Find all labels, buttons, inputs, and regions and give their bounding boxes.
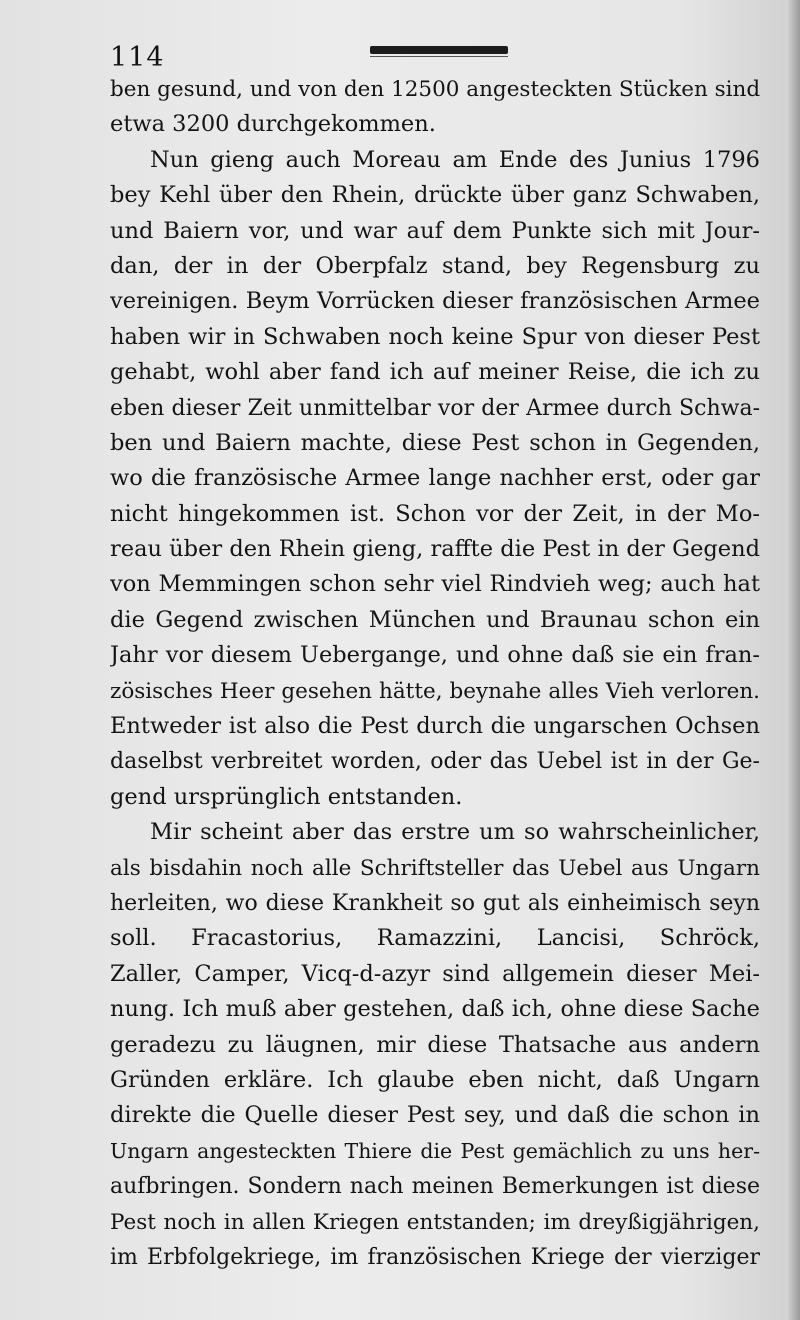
- text-line: bey Kehl über den Rhein, drückte über ganz Schwaben,: [110, 182, 760, 209]
- text-line: vereinigen. Beym Vorrücken dieser französischen Armee: [110, 288, 760, 315]
- text-line: und Baiern vor, und war auf dem Punkte sich mit Jour-: [110, 217, 760, 244]
- page-number: 114: [110, 42, 165, 73]
- text-line: Jahr vor diesem Uebergange, und ohne daß sie ein fran-: [110, 642, 760, 669]
- text-line: haben wir in Schwaben noch keine Spur von dieser Pest: [110, 323, 760, 350]
- text-line: geradezu zu läugnen, mir diese Thatsache aus andern: [110, 1031, 760, 1058]
- text-line: etwa 3200 durchgekommen.: [110, 111, 436, 138]
- text-line: dan, der in der Oberpfalz stand, bey Regensburg zu: [110, 252, 760, 279]
- text-line: Mir scheint aber das erstre um so wahrscheinlicher,: [150, 819, 760, 846]
- text-line: reau über den Rhein gieng, raffte die Pest in der Gegend: [110, 536, 760, 563]
- header-rule: [370, 46, 508, 54]
- text-line: zösisches Heer gesehen hätte, beynahe alles Vieh verloren.: [110, 678, 760, 704]
- text-line: herleiten, wo diese Krankheit so gut als einheimisch seyn: [110, 890, 760, 916]
- page-edge-shadow: [786, 0, 800, 1320]
- text-line: gend ursprünglich entstanden.: [110, 783, 463, 810]
- text-line: direkte die Quelle dieser Pest sey, und daß die schon in: [110, 1102, 760, 1129]
- text-line: im Erbfolgekriege, im französischen Kriege der vierziger: [110, 1244, 760, 1270]
- text-line: Ungarn angesteckten Thiere die Pest gemächlich zu uns her-: [110, 1138, 760, 1163]
- body-text: [110, 72, 760, 1275]
- text-line: wo die französische Armee lange nachher erst, oder gar: [110, 465, 760, 492]
- text-line: die Gegend zwischen München und Braunau schon ein: [110, 606, 760, 633]
- text-line: daselbst verbreitet worden, oder das Uebel ist in der Ge-: [110, 749, 760, 775]
- text-line: nung. Ich muß aber gestehen, daß ich, ohne diese Sache: [110, 996, 760, 1023]
- text-line: soll. Fracastorius, Ramazzini, Lancisi, Schröck,: [110, 925, 760, 952]
- text-line: als bisdahin noch alle Schriftsteller das Uebel aus Ungarn: [110, 855, 760, 881]
- text-line: Pest noch in allen Kriegen entstanden; im dreyßigjährigen,: [110, 1209, 760, 1235]
- text-line: aufbringen. Sondern nach meinen Bemerkungen ist diese: [110, 1174, 760, 1200]
- text-line: eben dieser Zeit unmittelbar vor der Armee durch Schwa-: [110, 395, 760, 421]
- text-line: von Memmingen schon sehr viel Rindvieh weg; auch hat: [110, 571, 760, 598]
- text-line: gehabt, wohl aber fand ich auf meiner Reise, die ich zu: [110, 359, 760, 386]
- text-line: ben und Baiern machte, diese Pest schon in Gegenden,: [110, 429, 760, 456]
- text-line: Nun gieng auch Moreau am Ende des Junius 1796: [150, 146, 760, 173]
- text-line: nicht hingekommen ist. Schon vor der Zeit, in der Mo-: [110, 500, 760, 527]
- text-line: ben gesund, und von den 12500 angesteckten Stücken sind: [110, 77, 760, 102]
- text-line: Entweder ist also die Pest durch die ungarschen Ochsen: [110, 713, 760, 740]
- text-line: Zaller, Camper, Vicq-d-azyr sind allgemein dieser Mei-: [110, 960, 760, 987]
- text-line: Gründen erkläre. Ich glaube eben nicht, daß Ungarn: [110, 1066, 760, 1093]
